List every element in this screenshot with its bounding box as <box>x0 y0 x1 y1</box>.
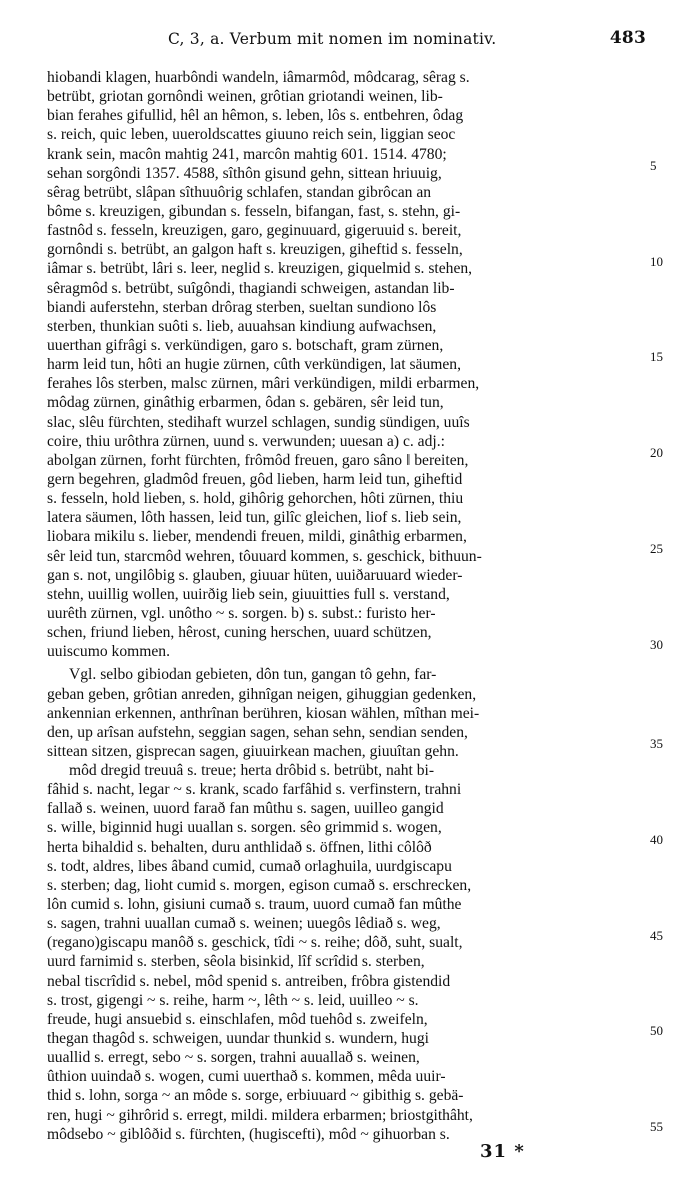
text-line: thid s. lohn, sorga ~ an môde s. sorge, erbiuuard ~ gibithig s. gebä- <box>47 1087 464 1105</box>
text-line: s. fesseln, hold lieben, s. hold, gihôrig gehorchen, hôti zürnen, thiu <box>47 490 464 508</box>
text-line: krank sein, macôn mahtig 241, marcôn mahtig 601. 1514. 4780; <box>47 145 447 163</box>
text-line: fastnôd s. fesseln, kreuzigen, garo, geginuuard, gigeruuid s. bereit, <box>47 222 462 240</box>
text-line: nebal tiscrîdid s. nebel, môd spenid s. antreiben, frôbra gistendid <box>47 972 451 990</box>
margin-line-number: 5 <box>650 158 657 173</box>
text-line: uuallid s. erregt, sebo ~ s. sorgen, trahni auuallað s. weinen, <box>47 1049 420 1067</box>
text-line: (regano)giscapu manôð s. geschick, tîdi ~ s. reihe; dôð, suht, sualt, <box>47 934 463 952</box>
text-line: gern begehren, gladmôd freuen, gôd lieben, harm leid tun, giheftid <box>47 470 463 488</box>
running-title: C, 3, a. Verbum mit nomen im nominativ. <box>168 30 497 48</box>
page-number: 483 <box>609 28 646 48</box>
text-line: abolgan zürnen, forht fürchten, frômôd freuen, garo sâno ‖ bereiten, <box>47 451 469 469</box>
text-line: freude, hugi ansuebid s. einschlafen, môd tuehôd s. zweifeln, <box>47 1010 428 1028</box>
text-line <box>47 1144 647 1163</box>
text-line: sêragmôd s. betrübt, suîgôndi, thagiandi schweigen, astandan lib- <box>47 279 455 297</box>
text-line: herta bihaldid s. behalten, duru anthlidað s. öffnen, lithi côlôð <box>47 838 432 856</box>
text-line: s. wille, biginnid hugi uuallan s. sorgen. sêo grimmid s. wogen, <box>47 819 442 837</box>
text-line: coire, thiu urôthra zürnen, uund s. verwunden; uuesan a) c. adj.: <box>47 432 445 450</box>
text-line: uuiscumo kommen. <box>47 643 171 661</box>
text-line: schen, friund lieben, hêrost, cuning herschen, uuard schützen, <box>47 624 432 642</box>
text-line: bôme s. kreuzigen, gibundan s. fesseln, bifangan, fast, s. stehn, gi- <box>47 202 461 220</box>
text-line: ren, hugi ~ gihrôrid s. erregt, mildi. mildera erbarmen; briostgithâht, <box>47 1106 473 1124</box>
text-line: môdag zürnen, ginâthig erbarmen, ôdan s. gebären, sêr leid tun, <box>47 394 444 412</box>
text-line: s. trost, gigengi ~ s. reihe, harm ~, lêth ~ s. leid, uuilleo ~ s. <box>47 991 419 1009</box>
text-line: ferahes lôs sterben, malsc zürnen, mâri verkündigen, mildi erbarmen, <box>47 375 480 393</box>
margin-line-number: 20 <box>650 445 663 460</box>
text-line: s. reich, quic leben, uueroldscattes giuuno reich sein, liggian seoc <box>47 126 456 144</box>
text-line: môdsebo ~ giblôðid s. fürchten, (hugiscefti), môd ~ gihuorban s. <box>47 1125 450 1143</box>
text-line: gornôndi s. betrübt, an galgon haft s. kreuzigen, giheftid s. fesseln, <box>47 241 463 259</box>
text-line: Vgl. selbo gibiodan gebieten, dôn tun, gangan tô gehn, far- <box>69 666 437 684</box>
text-line: ankennian erkennen, anthrînan berühren, kiosan wählen, mîthan mei- <box>47 704 480 722</box>
margin-line-number: 10 <box>650 254 663 269</box>
text-line: thegan thagôd s. schweigen, uundar thunkid s. wundern, hugi <box>47 1030 429 1048</box>
margin-line-number: 40 <box>650 832 663 847</box>
text-line: uuerthan gifrâgi s. verkündigen, garo s. botschaft, gram zürnen, <box>47 336 444 354</box>
margin-line-number: 55 <box>650 1119 663 1134</box>
text-line: fallað s. weinen, uuord farað fan mûthu s. sagen, uuilleo gangid <box>47 800 444 818</box>
text-line: latera säumen, lôth hassen, leid tun, gilîc gleichen, liof s. lieb sein, <box>47 509 462 527</box>
text-line: gan s. not, ungilôbig s. glauben, giuuar hüten, uuiðaruuard wieder- <box>47 566 463 584</box>
text-line: den, up arîsan aufstehn, seggian sagen, sehan sehn, sendian senden, <box>47 723 468 741</box>
margin-line-number: 30 <box>650 637 663 652</box>
text-line: harm leid tun, hôti an hugie zürnen, cûth verkündigen, lat säumen, <box>47 356 461 374</box>
text-line: biandi auferstehn, sterban drôrag sterben, sueltan sundiono lôs <box>47 298 437 316</box>
text-line: hiobandi klagen, huarbôndi wandeln, iâmarmôd, môdcarag, sêrag s. <box>47 69 470 86</box>
text-line: geban geben, grôtian anreden, gihnîgan neigen, gihuggian gedenken, <box>47 685 477 703</box>
text-line: uurêth zürnen, vgl. unôtho ~ s. sorgen. b) s. subst.: furisto her- <box>47 604 436 622</box>
text-line: s. sterben; dag, lioht cumid s. morgen, egison cumað s. erschrecken, <box>47 876 472 894</box>
margin-line-number: 15 <box>650 349 663 364</box>
text-line: môd dregid treuuâ s. treue; herta drôbid s. betrübt, naht bi- <box>69 762 435 780</box>
text-line: iâmar s. betrübt, lâri s. leer, neglid s. kreuzigen, giquelmid s. stehen, <box>47 260 473 278</box>
text-line: stehn, uuillig wollen, uuirðig lieb sein, giuuitties full s. verstand, <box>47 585 450 603</box>
text-line: bian ferahes gifullid, hêl an hêmon, s. leben, lôs s. entbehren, ôdag <box>47 107 464 125</box>
text-line: betrübt, griotan gornôndi weinen, grôtian griotandi weinen, lib- <box>47 88 443 106</box>
text-line: lôn cumid s. lohn, gisiuni cumað s. traum, uuord cumað fan mûthe <box>47 896 462 914</box>
text-line: uurd farnimid s. sterben, sêola bisinkid, lîf scrîdid s. sterben, <box>47 953 425 971</box>
margin-line-number: 25 <box>650 541 663 556</box>
text-line: slac, slêu fürchten, stedihaft wurzel schlagen, sundig sündigen, uuîs <box>47 413 470 431</box>
text-line: s. todt, aldres, libes âband cumid, cumað orlaghuila, uurdgiscapu <box>47 857 452 875</box>
text-line: sterben, thunkian suôti s. lieb, auuahsan kindiung aufwachsen, <box>47 317 437 335</box>
text-line: s. sagen, trahni uuallan cumað s. weinen; uuegôs lêdiað s. weg, <box>47 915 441 933</box>
text-line: sêrag betrübt, slâpan sîthuuôrig schlafen, standan gibrôcan an <box>47 183 432 201</box>
text-line: ûthion uuindað s. wogen, cumi uuerthað s. kommen, mêda uuir- <box>47 1068 446 1086</box>
text-line: sehan sorgôndi 1357. 4588, sîthôn gisund gehn, sittean hriuuig, <box>47 164 442 182</box>
margin-line-number: 50 <box>650 1023 663 1038</box>
margin-line-number: 35 <box>650 736 663 751</box>
signature-mark: 31 * <box>480 1141 525 1162</box>
margin-line-number: 45 <box>650 928 663 943</box>
text-line: liobara mikilu s. lieber, mendendi freuen, mildi, ginâthig erbarmen, <box>47 528 467 546</box>
body-text <box>47 68 647 1163</box>
text-line: fâhid s. nacht, legar ~ s. krank, scado farfâhid s. verfinstern, trahni <box>47 781 462 799</box>
text-line: sêr leid tun, starcmôd wehren, tôuuard kommen, s. geschick, bithuun- <box>47 547 482 565</box>
text-line: sittean sitzen, gisprecan sagen, giuuirkean machen, giuuîtan gehn. <box>47 742 459 760</box>
